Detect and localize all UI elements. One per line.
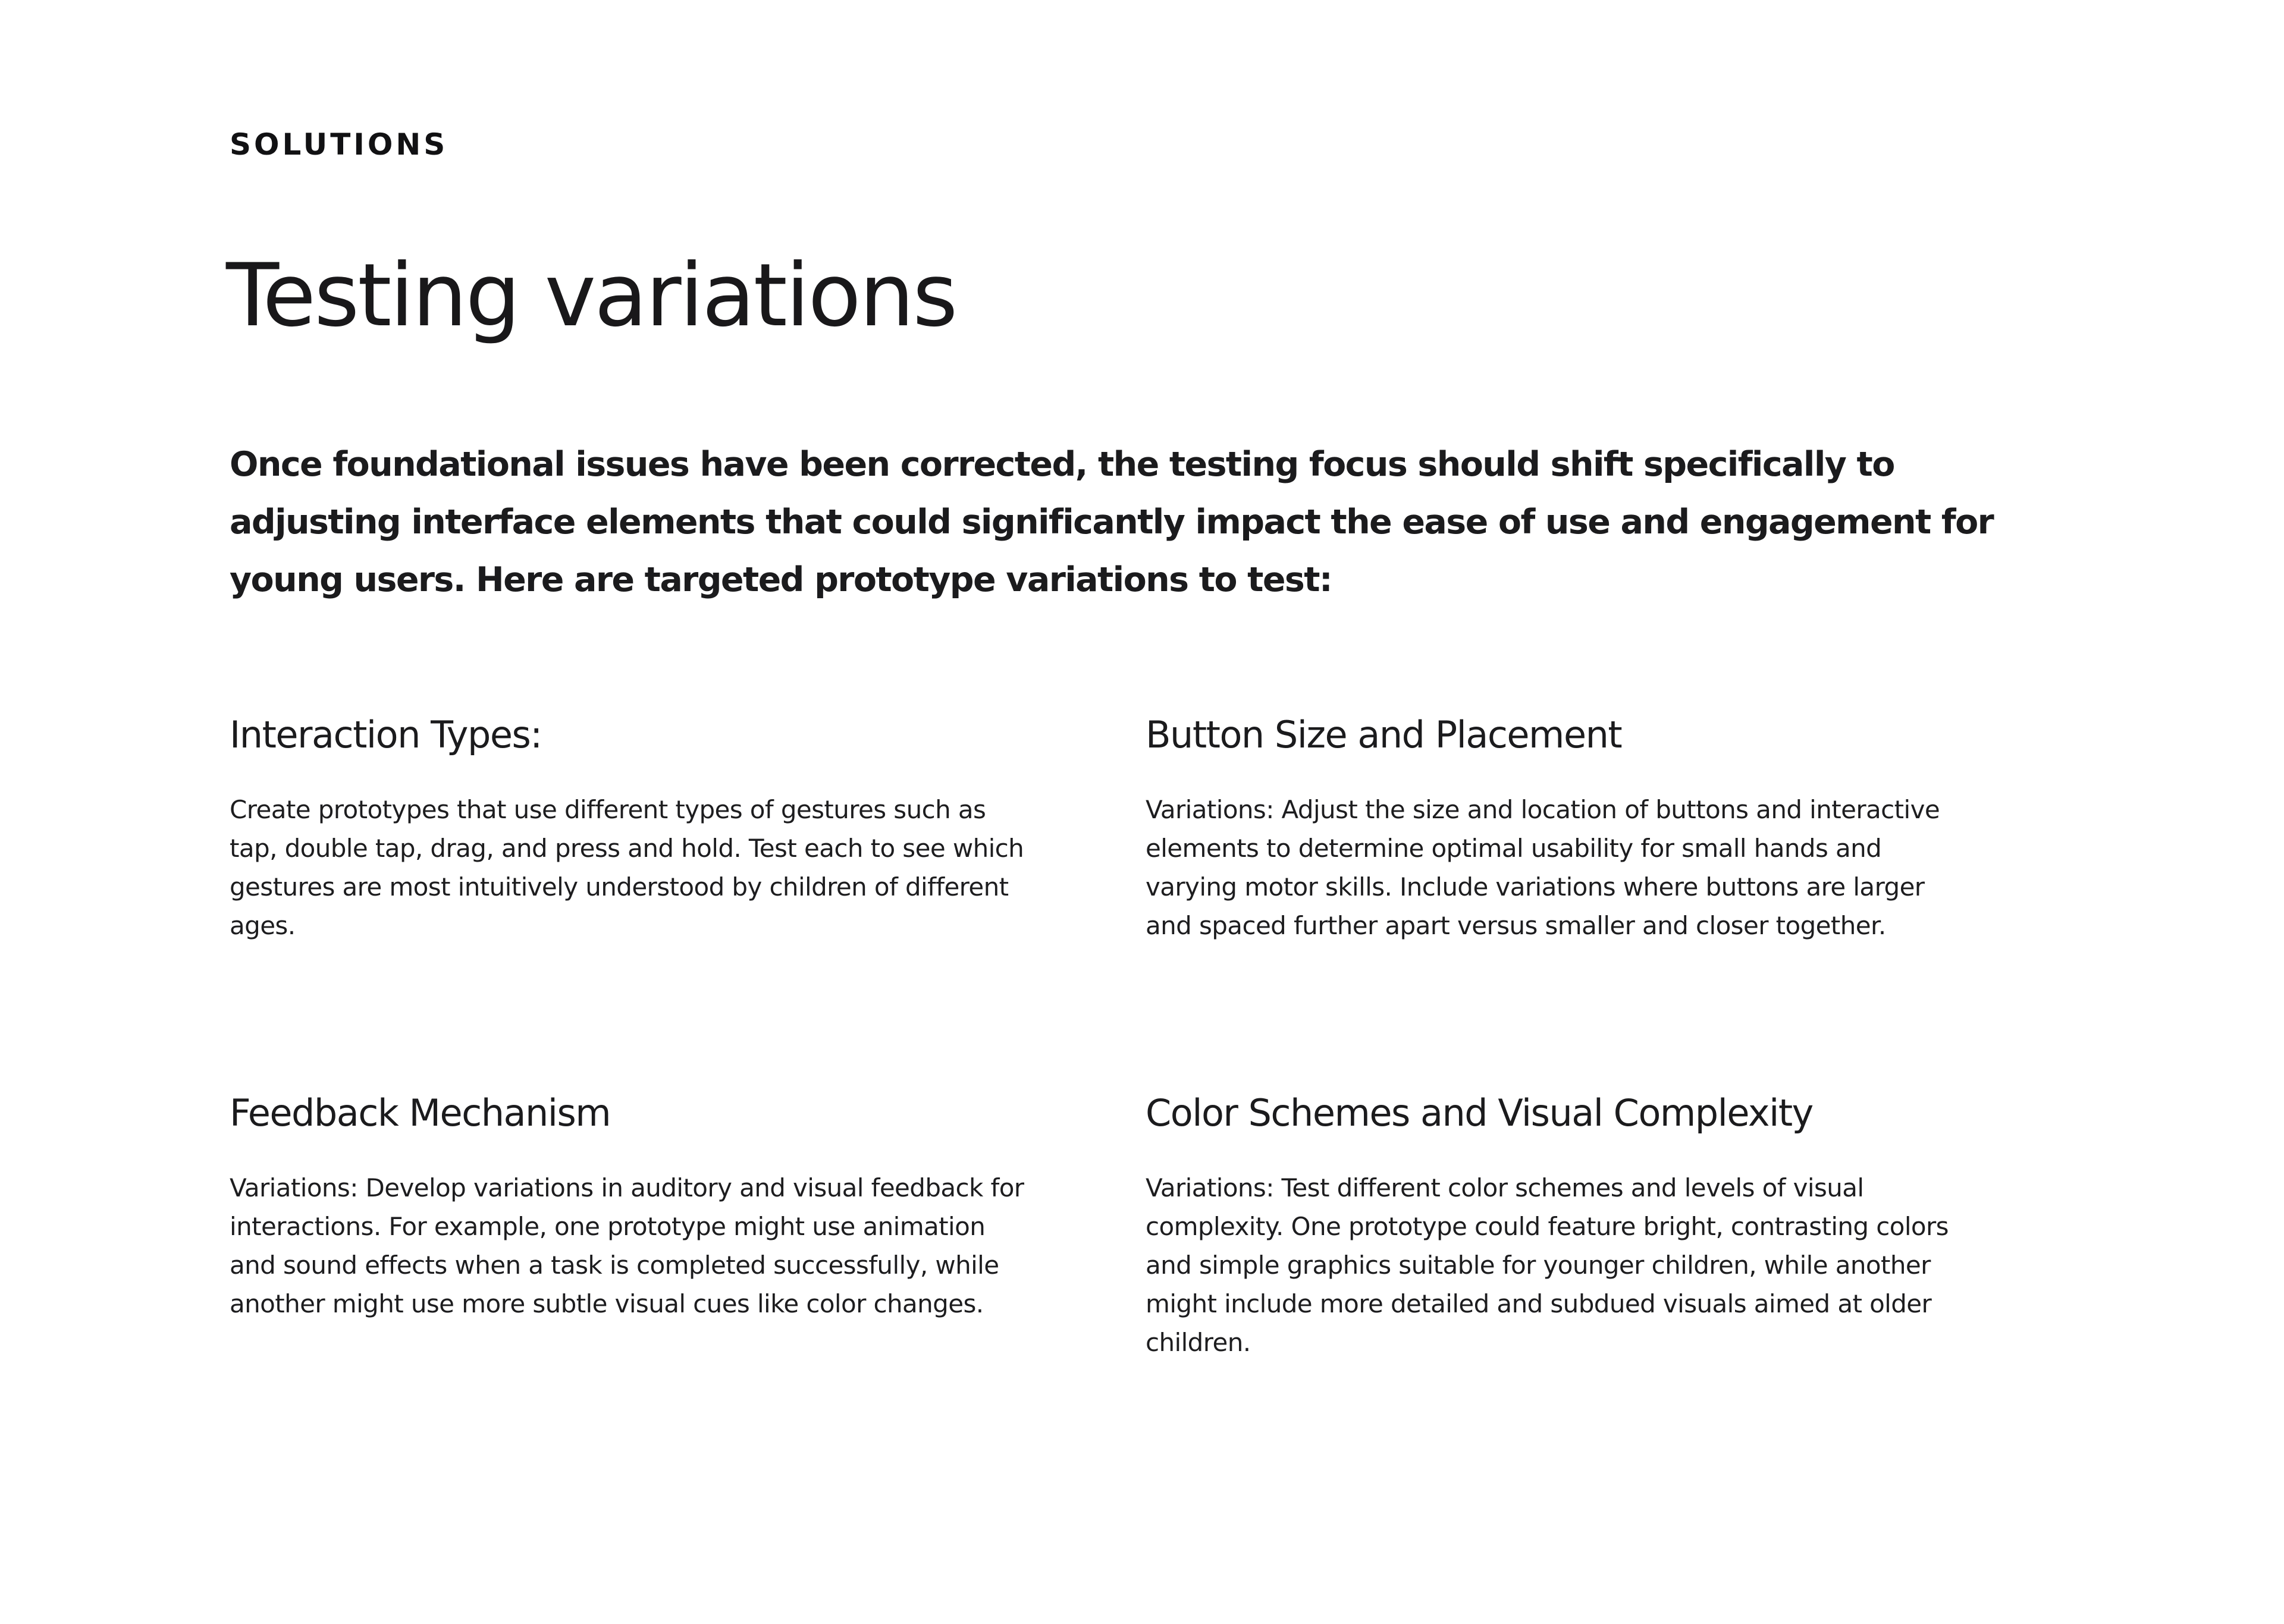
variation-card-feedback-mechanism bbox=[230, 1089, 1039, 1323]
section-eyebrow: SOLUTIONS bbox=[230, 127, 448, 162]
variation-body: Variations: Adjust the size and location of buttons and interactive elements to determine optimal usability for small hands and varying motor skills. Include variations where buttons are larger and spaced further apart versus smaller and closer together. bbox=[1146, 795, 1940, 940]
variation-heading: Feedback Mechanism bbox=[230, 1091, 611, 1135]
variation-body: Variations: Test different color schemes and levels of visual complexity. One prototype could feature bright, contrasting colors and simple graphics suitable for younger children, while another might include more detailed and subdued visuals aimed at older children. bbox=[1146, 1173, 1949, 1357]
variation-card-button-size bbox=[1146, 711, 1972, 945]
variation-heading: Interaction Types: bbox=[230, 713, 542, 756]
intro-paragraph: Once foundational issues have been corrected, the testing focus should shift specifically to adjusting interface elements that could significantly impact the ease of use and engagement for young users. Here are targeted prototype variations to test: bbox=[230, 445, 1994, 599]
variation-heading: Button Size and Placement bbox=[1146, 713, 1622, 756]
variation-card-color-schemes bbox=[1146, 1089, 1972, 1362]
page-title: Testing variations bbox=[226, 245, 956, 346]
variation-body: Create prototypes that use different types of gestures such as tap, double tap, drag, and press and hold. Test each to see which gestures are most intuitively understood by children of different ages. bbox=[230, 795, 1024, 940]
variation-card-interaction-types bbox=[230, 711, 1039, 945]
variation-body: Variations: Develop variations in auditory and visual feedback for interactions. For example, one prototype might use animation and sound effects when a task is completed successfully, while another might use more subtle visual cues like color changes. bbox=[230, 1173, 1024, 1318]
variation-heading: Color Schemes and Visual Complexity bbox=[1146, 1091, 1813, 1135]
